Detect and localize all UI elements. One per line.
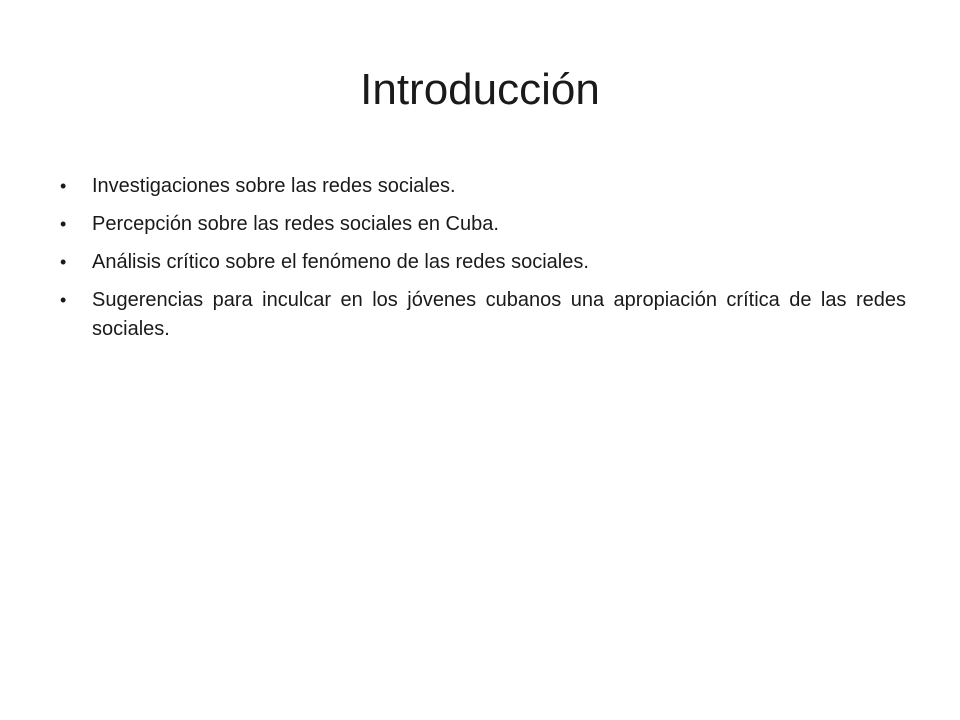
list-item xyxy=(60,248,906,277)
list-item-text: Análisis crítico sobre el fenómeno de las redes sociales. xyxy=(92,251,589,273)
list-item-text: Investigaciones sobre las redes sociales. xyxy=(92,175,456,197)
bullet-icon: • xyxy=(60,214,67,234)
slide-title: Introducción xyxy=(360,65,600,114)
list-item xyxy=(60,210,906,239)
list-item-text: Percepción sobre las redes sociales en Cuba. xyxy=(92,213,499,235)
bullet-icon: • xyxy=(60,252,67,272)
list-item xyxy=(60,172,906,201)
bullet-icon: • xyxy=(60,290,67,310)
list-item xyxy=(60,286,906,344)
bullet-icon: • xyxy=(60,176,67,196)
bullet-list xyxy=(60,172,906,353)
list-item-text: Sugerencias para inculcar en los jóvenes cubanos una apropiación crítica de las redes sociales. xyxy=(92,289,906,340)
